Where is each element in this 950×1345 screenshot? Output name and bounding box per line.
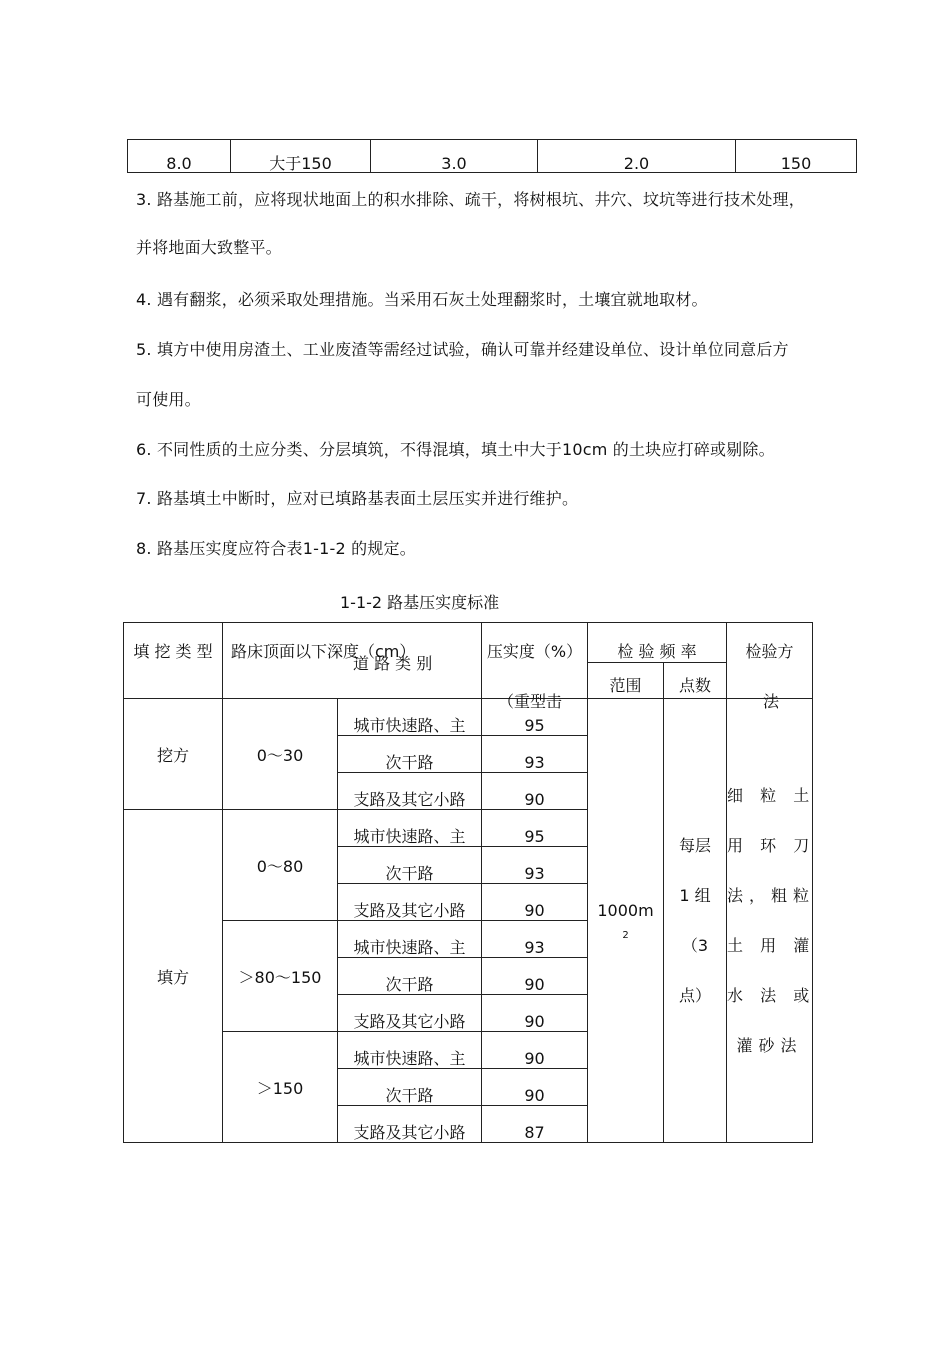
previous-table-last-row — [127, 139, 857, 173]
header-method: 检验方 法 — [727, 623, 813, 699]
table-cell: 3.0 — [371, 140, 538, 173]
road-cell: 城市快速路、主 — [338, 921, 482, 958]
value-cell: 87 — [482, 1106, 588, 1143]
depth-cell: 0～80 — [223, 810, 338, 921]
value-cell: 90 — [482, 773, 588, 810]
table-cell: 大于150 — [231, 140, 371, 173]
type-cell: 挖方 — [124, 699, 223, 810]
road-cell: 城市快速路、主 — [338, 699, 482, 736]
header-compaction: 压实度（%） （重型击 — [482, 623, 588, 699]
depth-cell: ＞80～150 — [223, 921, 338, 1032]
paragraph-6: 6. 不同性质的土应分类、分层填筑，不得混填，填土中大于10cm 的土块应打碎或剔除。 — [136, 440, 775, 459]
value-cell: 95 — [482, 699, 588, 736]
paragraph-5-cont: 可使用。 — [136, 390, 201, 409]
table-row — [124, 699, 813, 736]
table-cell: 8.0 — [128, 140, 231, 173]
paragraph-4: 4. 遇有翻浆，必须采取处理措施。当采用石灰土处理翻浆时，土壤宜就地取材。 — [136, 290, 708, 309]
value-cell: 95 — [482, 810, 588, 847]
depth-cell: ＞150 — [223, 1032, 338, 1143]
value-cell: 93 — [482, 847, 588, 884]
header-depth-road: 路床顶面以下深度（cm） 道 路 类 别 — [223, 623, 482, 699]
road-cell: 城市快速路、主 — [338, 810, 482, 847]
table-header-row — [124, 623, 813, 663]
header-scope: 范围 — [588, 663, 664, 699]
paragraph-3: 3. 路基施工前，应将现状地面上的积水排除、疏干，将树根坑、井穴、坟坑等进行技术处理， — [136, 190, 805, 209]
header-points: 点数 — [664, 663, 727, 699]
paragraph-5: 5. 填方中使用房渣土、工业废渣等需经过试验，确认可靠并经建设单位、设计单位同意后方 — [136, 340, 789, 359]
paragraph-3-cont: 并将地面大致整平。 — [136, 238, 282, 257]
value-cell: 90 — [482, 884, 588, 921]
paragraph-7: 7. 路基填土中断时，应对已填路基表面土层压实并进行维护。 — [136, 489, 579, 508]
road-cell: 支路及其它小路 — [338, 1106, 482, 1143]
road-cell: 次干路 — [338, 1069, 482, 1106]
value-cell: 93 — [482, 921, 588, 958]
points-cell: 每层 1 组 （3 点） — [664, 699, 727, 1143]
value-cell: 90 — [482, 995, 588, 1032]
scope-cell: 1000m 2 — [588, 699, 664, 1143]
road-cell: 次干路 — [338, 958, 482, 995]
road-cell: 城市快速路、主 — [338, 1032, 482, 1069]
table-caption: 1-1-2 路基压实度标准 — [340, 593, 500, 612]
table-row — [128, 140, 857, 173]
method-cell: 细 粒 土 用 环 刀 法，粗粒 土 用 灌 水 法 或 灌砂法 — [727, 699, 813, 1143]
value-cell: 90 — [482, 1069, 588, 1106]
value-cell: 90 — [482, 1032, 588, 1069]
depth-cell: 0～30 — [223, 699, 338, 810]
table-cell: 150 — [736, 140, 857, 173]
paragraph-8: 8. 路基压实度应符合表1-1-2 的规定。 — [136, 539, 416, 558]
value-cell: 93 — [482, 736, 588, 773]
type-cell: 填方 — [124, 810, 223, 1143]
header-type: 填 挖 类 型 — [124, 623, 223, 699]
road-cell: 次干路 — [338, 847, 482, 884]
value-cell: 90 — [482, 958, 588, 995]
road-cell: 支路及其它小路 — [338, 884, 482, 921]
compaction-standard-table — [123, 622, 816, 1143]
road-cell: 支路及其它小路 — [338, 995, 482, 1032]
road-cell: 支路及其它小路 — [338, 773, 482, 810]
table-cell: 2.0 — [538, 140, 736, 173]
road-cell: 次干路 — [338, 736, 482, 773]
header-frequency: 检 验 频 率 — [588, 623, 727, 663]
